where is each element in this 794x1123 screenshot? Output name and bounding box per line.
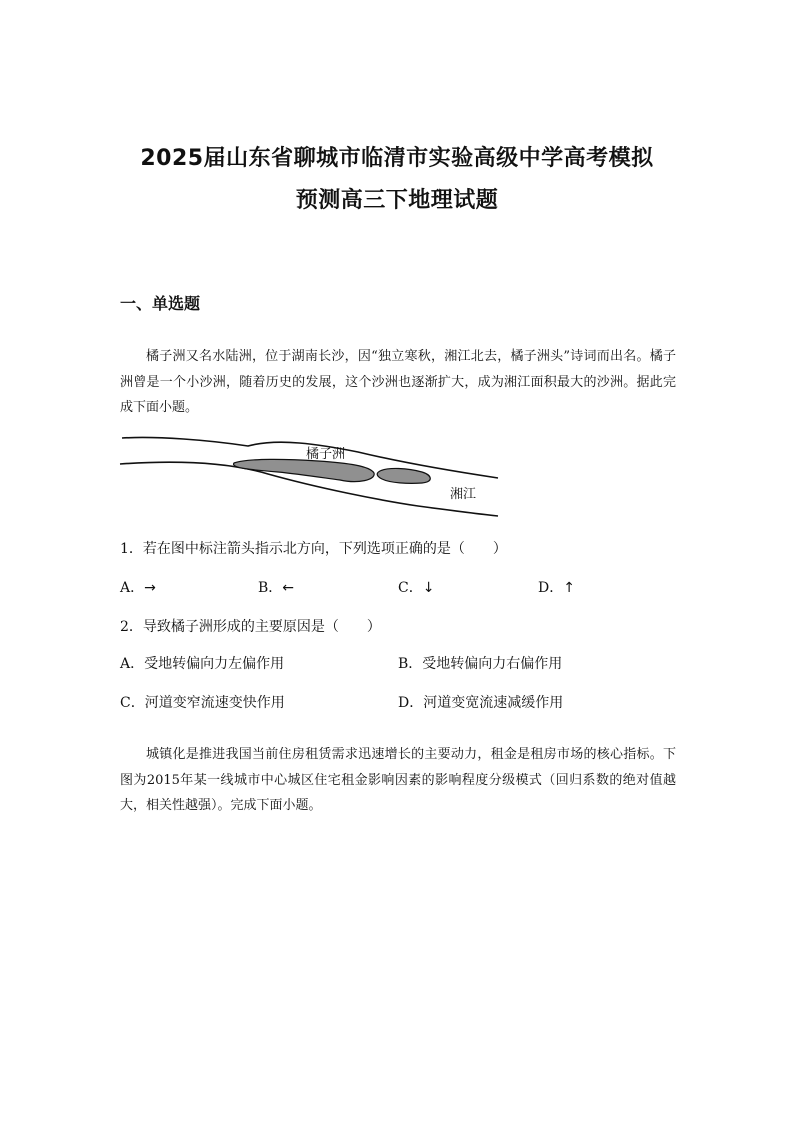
q1-option-c[interactable]: C．↓ [398,580,435,596]
island-label: 橘子洲 [306,447,346,462]
question-2-number: 2． [120,619,143,635]
island-small [377,468,430,483]
q1-option-a[interactable]: A．→ [120,580,156,596]
q2-option-d[interactable]: D．河道变宽流速减缓作用 [398,695,564,711]
question-1-number: 1． [120,541,143,557]
document-title-line2: 预测高三下地理试题 [295,188,499,213]
section-heading: 一、单选题 [120,294,201,313]
q2-option-a[interactable]: A．受地转偏向力左偏作用 [120,656,285,672]
q1-option-b[interactable]: B．← [258,580,295,596]
document-title-line1: 2025届山东省聊城市临清市实验高级中学高考模拟 [140,146,654,171]
river-label: 湘江 [450,487,477,502]
q1-option-d[interactable]: D．↑ [538,580,575,596]
question-2-text: 导致橘子洲形成的主要原因是（ ） [142,619,381,635]
question-1-text: 若在图中标注箭头指示北方向，下列选项正确的是（ ） [142,541,507,557]
question-2 [120,616,381,638]
q2-option-b[interactable]: B．受地转偏向力右偏作用 [398,656,563,672]
river-map-figure [118,430,502,522]
passage-orange-island: 橘子洲又名水陆洲，位于湖南长沙，因“独立寒秋，湘江北去，橘子洲头”诗词而出名。橘子洲曾是一个小沙洲，随着历史的发展，这个沙洲也逐渐扩大，成为湘江面积最大的沙洲。据此完成下面小题。 [120,349,676,415]
q2-option-c[interactable]: C．河道变窄流速变快作用 [120,695,285,711]
passage-urban-rent: 城镇化是推进我国当前住房租赁需求迅速增长的主要动力，租金是租房市场的核心指标。下图为2015年某一线城市中心城区住宅租金影响因素的影响程度分级模式（回归系数的绝对值越大，相关性越强）。完成下面小题。 [120,747,676,813]
question-1 [120,538,507,560]
